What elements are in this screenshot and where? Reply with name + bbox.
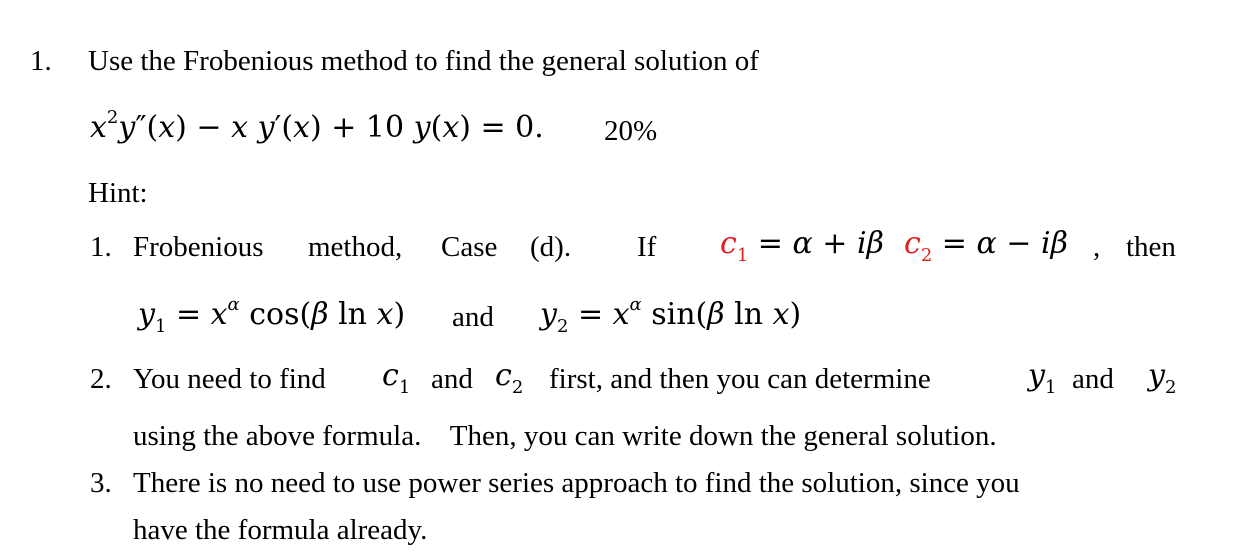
y1-ln: ln [328, 297, 377, 332]
formula-and: and [452, 301, 494, 333]
c2-i: i [1040, 226, 1051, 261]
hint-1-comma: , [1093, 231, 1101, 263]
hint-1-word-case: Case [441, 231, 498, 263]
hint-2-y1-subscript: 1 [1044, 377, 1057, 398]
y2-symbol: y [540, 297, 557, 332]
c2-beta: β [1050, 226, 1068, 261]
y1-x: x [210, 297, 228, 332]
hint-2-y2-subscript: 2 [1164, 377, 1177, 398]
eq-y3: y [413, 110, 431, 145]
y1-x2: x [376, 297, 394, 332]
eq-x2: x [158, 110, 176, 145]
differential-equation [90, 107, 544, 150]
y1-exponent: α [227, 294, 240, 315]
hint-2-c1-subscript: 1 [398, 377, 411, 398]
c2-minus: − [996, 226, 1041, 261]
y2-ln: ln [724, 297, 773, 332]
y2-x: x [612, 297, 630, 332]
hint-1-word-frobenious: Frobenious [133, 231, 264, 263]
eq-x5: x [442, 110, 460, 145]
hint-2-c2-subscript: 2 [511, 377, 524, 398]
weight-label: 20% [604, 115, 658, 147]
problem-statement: Use the Frobenious method to find the general solution of [88, 45, 759, 77]
eq-exponent: 2 [106, 107, 119, 128]
c2-symbol: c [904, 226, 921, 261]
eq-x4: x [293, 110, 310, 145]
c1-beta: β [866, 226, 884, 261]
hint-1-number: 1. [90, 231, 112, 263]
y1-close: ) [393, 297, 406, 332]
y1-formula [138, 294, 406, 337]
hint-2-line-2: using the above formula. Then, you can write down the general solution. [133, 420, 997, 452]
hint-2-text-a: You need to find [133, 363, 326, 395]
hint-2-c1 [382, 358, 410, 398]
y2-equals: = [568, 297, 613, 332]
hint-2-y2 [1148, 358, 1176, 398]
eq-prime: ′( [274, 110, 294, 145]
hint-2-c1-symbol: c [382, 358, 399, 393]
y2-exponent: α [629, 294, 642, 315]
hint-2-text-b: first, and then you can determine [549, 363, 931, 395]
y1-cos: cos( [239, 297, 312, 332]
hint-3-line-1: There is no need to use power series approach to find the solution, since you [133, 467, 1020, 499]
eq-y: y [118, 110, 136, 145]
c1-equals: = [748, 226, 793, 261]
root-c2-expression [904, 226, 1068, 266]
hint-2-number: 2. [90, 363, 112, 395]
hint-2-and-1: and [431, 363, 473, 395]
hint-1-word-method: method, [308, 231, 403, 263]
hint-label: Hint: [88, 177, 148, 209]
y1-beta: β [311, 297, 329, 332]
eq-y2: y [257, 110, 275, 145]
problem-number: 1. [30, 45, 52, 77]
c2-equals: = [932, 226, 977, 261]
eq-plus: + [321, 110, 366, 145]
y2-subscript: 2 [556, 316, 569, 337]
hint-2-c2-symbol: c [495, 358, 512, 393]
y2-close: ) [789, 297, 802, 332]
eq-x: x [90, 110, 107, 145]
hint-2-c2 [495, 358, 523, 398]
c1-subscript: 1 [736, 245, 749, 266]
hint-3-line-2: have the formula already. [133, 514, 428, 546]
y2-sin: sin( [641, 297, 708, 332]
eq-close3: ) = 0. [459, 110, 544, 145]
c1-symbol: c [720, 226, 737, 261]
hint-1-word-then: then [1126, 231, 1176, 263]
y2-beta: β [707, 297, 725, 332]
hint-2-y2-symbol: y [1148, 358, 1165, 393]
hint-1-word-if: If [637, 231, 657, 263]
eq-minus: − [186, 110, 232, 145]
hint-1-word-d: (d). [530, 231, 572, 263]
hint-2-y1-symbol: y [1028, 358, 1045, 393]
c2-alpha: α [976, 226, 997, 261]
y2-x2: x [772, 297, 790, 332]
y1-subscript: 1 [154, 316, 167, 337]
root-c1-expression [720, 226, 884, 266]
hint-3-number: 3. [90, 467, 112, 499]
eq-close: ) [175, 110, 187, 145]
eq-open: ( [430, 110, 443, 145]
eq-close2: ) [309, 110, 322, 145]
hint-2-and-2: and [1072, 363, 1114, 395]
eq-double-prime: ″( [135, 110, 159, 145]
hint-2-y1 [1028, 358, 1056, 398]
y2-formula [540, 294, 802, 337]
y1-symbol: y [138, 297, 155, 332]
c2-subscript: 2 [920, 245, 933, 266]
c1-i: i [856, 226, 867, 261]
eq-ten: 10 [365, 110, 405, 145]
c1-alpha: α [792, 226, 813, 261]
eq-x3: x [231, 110, 249, 145]
y1-equals: = [166, 297, 211, 332]
c1-plus: + [812, 226, 857, 261]
